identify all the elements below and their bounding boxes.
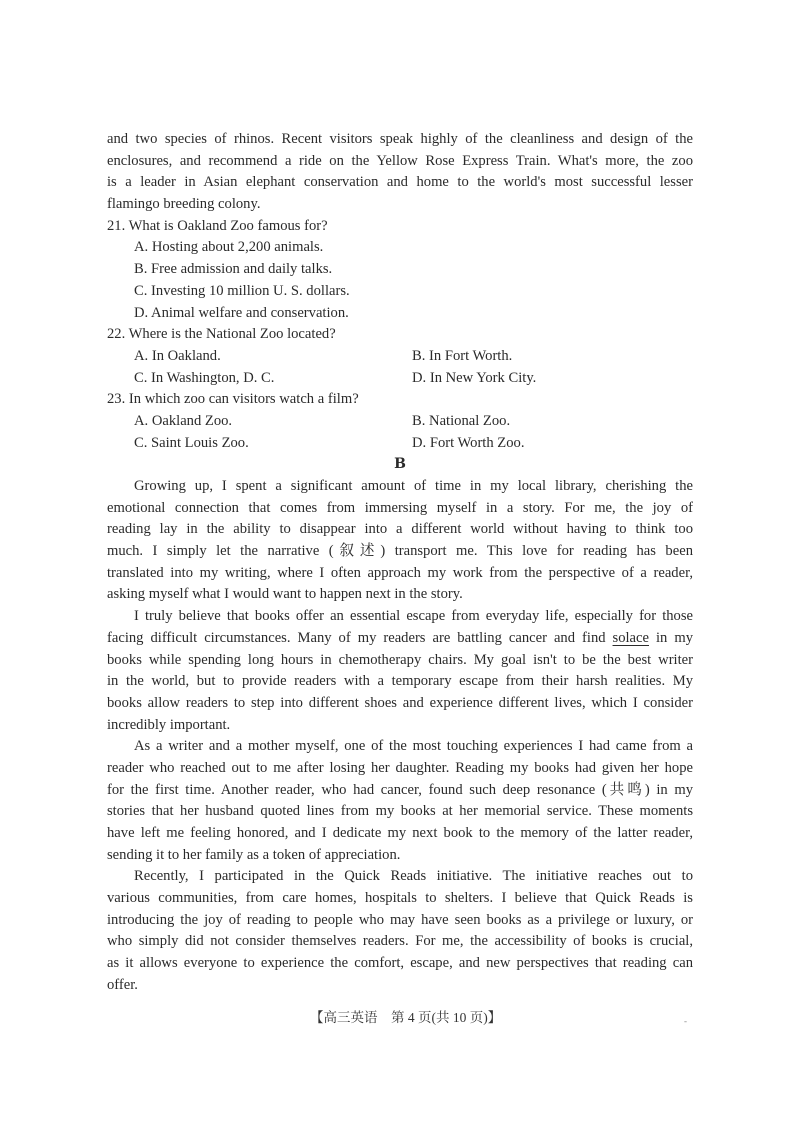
text-segment: reader who reached out to me after losing her daughter. Reading my books had given her hope (107, 759, 693, 776)
paragraph (107, 866, 693, 996)
passage-line (107, 975, 693, 997)
text-segment: incredibly important. (107, 716, 231, 733)
passage-line (107, 498, 693, 520)
passage-line (107, 715, 693, 737)
answer-option: A. Hosting about 2,200 animals. (134, 239, 324, 256)
text-segment: facing difficult circumstances. Many of my readers are battling cancer and find (107, 629, 613, 646)
paragraph (107, 476, 693, 606)
answer-option: B. Free admission and daily talks. (134, 261, 333, 278)
passage-line (107, 910, 693, 932)
passage-line: enclosures, and recommend a ride on the Yellow Rose Express Train. What's more, the zoo (107, 152, 693, 169)
text-segment: in the world, but to provide readers with a temporary escape from their harsh realities. My (107, 673, 693, 690)
passage-line (107, 628, 693, 650)
paragraph (107, 736, 693, 866)
passage-line (107, 736, 693, 758)
corner-mark: - (684, 1016, 687, 1026)
passage-line: and two species of rhinos. Recent visitors speak highly of the cleanliness and design of the (107, 131, 693, 147)
answer-option: A. In Oakland. (134, 347, 221, 364)
text-segment: in my (649, 629, 693, 646)
answer-option: C. In Washington, D. C. (134, 369, 275, 386)
underlined-word: solace (612, 629, 649, 646)
passage-line (107, 563, 693, 585)
answer-option: A. Oakland Zoo. (134, 412, 233, 429)
option-row (107, 346, 693, 368)
passage-line (107, 823, 693, 845)
question-stem: 21. What is Oakland Zoo famous for? (107, 217, 328, 234)
passage-line (107, 801, 693, 823)
passage-line (107, 541, 693, 563)
question-stem: 22. Where is the National Zoo located? (107, 326, 336, 343)
passage-line (107, 931, 693, 953)
passage-line (107, 671, 693, 693)
passage-line (107, 476, 693, 498)
answer-option: D. In New York City. (412, 369, 537, 386)
text-segment: asking myself what I would want to happen next in the story. (107, 586, 463, 603)
text-segment: I truly believe that books offer an essential escape from everyday life, especially for those (134, 608, 693, 625)
passage-line (107, 953, 693, 975)
passage-line: flamingo breeding colony. (107, 196, 261, 213)
passage-line (107, 584, 693, 606)
option-row (107, 368, 693, 390)
passage-line (107, 650, 693, 672)
text-segment: emotional connection that comes from immersing myself in a story. For me, the joy of (107, 499, 693, 516)
text-segment: books allow readers to step into different shoes and experience different lives, which I consider (107, 694, 693, 711)
text-segment: As a writer and a mother myself, one of the most touching experiences I had came from a (134, 738, 693, 755)
text-segment: Recently, I participated in the Quick Reads initiative. The initiative reaches out to (134, 868, 693, 885)
answer-option: C. Investing 10 million U. S. dollars. (134, 282, 350, 299)
passage-line (107, 866, 693, 888)
passage-line (107, 845, 693, 867)
question-stem: 23. In which zoo can visitors watch a film? (107, 391, 359, 408)
text-segment: offer. (107, 976, 138, 993)
text-segment: introducing the joy of reading to people who may have seen books as a privilege or luxury, or (107, 911, 693, 928)
section-heading: B (394, 456, 406, 473)
text-segment: Growing up, I spent a significant amount of time in my local library, cherishing the (134, 478, 693, 494)
text-segment: who simply did not consider themselves readers. For me, the accessibility of books is crucial, (107, 933, 693, 950)
text-segment: much. I simply let the narrative (叙述) transport me. This love for reading has been (107, 543, 693, 560)
passage-line (107, 780, 693, 802)
passage-line (107, 693, 693, 715)
option-row (107, 411, 693, 433)
page-footer: 【高三英语 第 4 页(共 10 页)】 (310, 1010, 502, 1025)
document-page (107, 129, 693, 997)
passage-line (107, 758, 693, 780)
answer-option: B. National Zoo. (412, 412, 511, 429)
passage-line (107, 519, 693, 541)
text-segment: translated into my writing, where I often approach my work from the perspective of a reader, (107, 564, 693, 581)
text-segment: sending it to her family as a token of appreciation. (107, 846, 401, 863)
option-row (107, 433, 693, 455)
paragraph (107, 606, 693, 736)
answer-option: C. Saint Louis Zoo. (134, 434, 249, 451)
answer-option: B. In Fort Worth. (412, 347, 513, 364)
text-segment: as it allows everyone to experience the comfort, escape, and new perspectives that reading can (107, 955, 693, 972)
answer-option: D. Fort Worth Zoo. (412, 434, 525, 451)
text-segment: have left me feeling honored, and I dedicate my next book to the memory of the latter reader, (107, 825, 693, 841)
answer-option: D. Animal welfare and conservation. (134, 304, 349, 321)
text-segment: books while spending long hours in chemotherapy chairs. My goal isn't to be the best writer (107, 651, 693, 668)
passage-line (107, 606, 693, 628)
text-segment: stories that her husband quoted lines from my books at her memorial service. These moments (107, 803, 693, 820)
text-segment: for the first time. Another reader, who had cancer, found such deep resonance (共鸣) in my (107, 781, 693, 798)
text-segment: various communities, from care homes, hospitals to shelters. I believe that Quick Reads is (107, 890, 693, 907)
text-segment: reading lay in the ability to disappear into a different world without having to think too (107, 521, 693, 538)
passage-line: is a leader in Asian elephant conservation and home to the world's most successful lesser (107, 174, 693, 191)
passage-line (107, 888, 693, 910)
